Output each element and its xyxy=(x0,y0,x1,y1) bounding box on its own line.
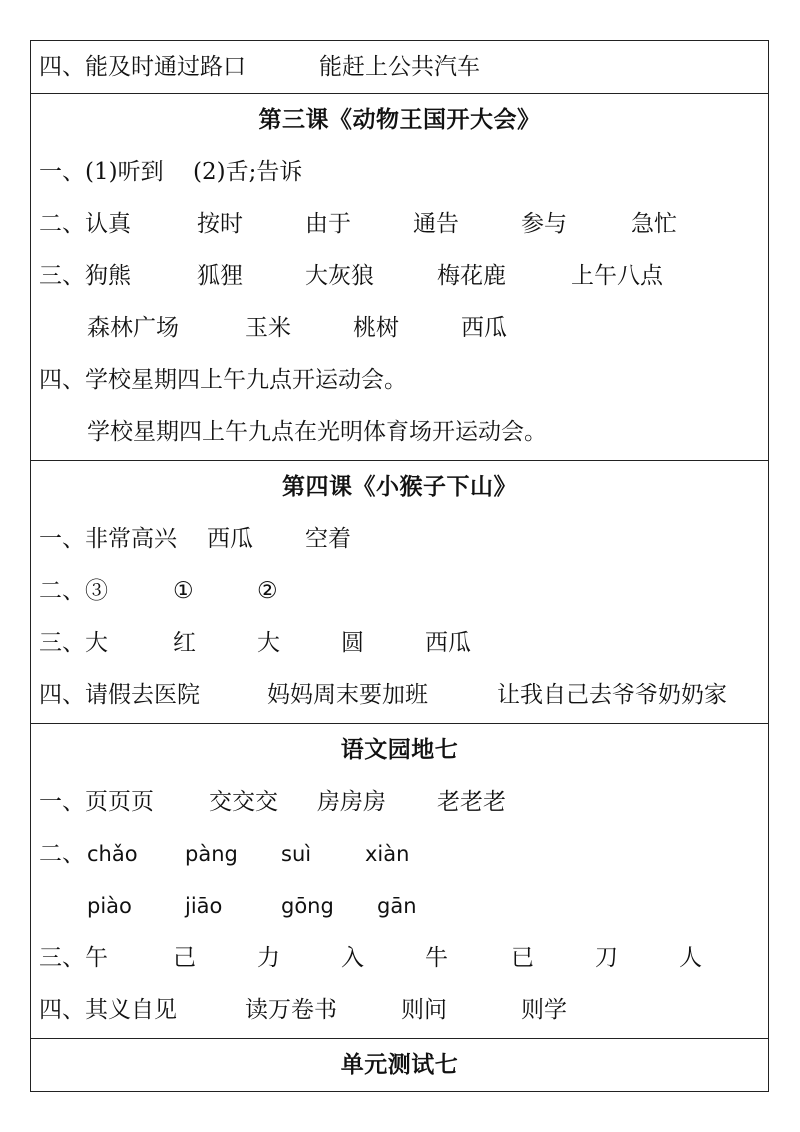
section-title: 第三课《动物王国开大会》 xyxy=(258,107,541,133)
answer-text: 学校星期四上午九点在光明体育场开运动会。 xyxy=(87,419,547,445)
answer-row xyxy=(31,302,768,354)
section-title: 单元测试七 xyxy=(340,1052,459,1078)
answer-text: 三、午 xyxy=(39,945,108,971)
pinyin-text: jiāo xyxy=(185,894,223,918)
answer-text: 西瓜 xyxy=(425,630,471,656)
answer-text: 力 xyxy=(257,945,280,971)
answer-row xyxy=(31,198,768,250)
answer-text: (2)舌;告诉 xyxy=(193,159,303,185)
answer-text: 刀 xyxy=(595,945,618,971)
answer-text: 房房房 xyxy=(317,789,386,815)
answer-text: 急忙 xyxy=(631,211,677,237)
answer-row xyxy=(31,776,768,828)
answer-text: 交交交 xyxy=(209,789,278,815)
section-title: 第四课《小猴子下山》 xyxy=(282,474,517,500)
answer-text: 老老老 xyxy=(437,789,506,815)
section-unit-test-7 xyxy=(31,1038,768,1091)
answer-text: 三、大 xyxy=(39,630,108,656)
pinyin-text: xiàn xyxy=(365,842,410,866)
answer-row xyxy=(31,984,768,1038)
answer-text: 森林广场 xyxy=(87,315,179,341)
answer-text: 大灰狼 xyxy=(305,263,374,289)
answer-text: 牛 xyxy=(425,945,448,971)
answer-text: 四、其义自见 xyxy=(39,997,177,1023)
section-title: 语文园地七 xyxy=(340,737,459,763)
pinyin-text: suì xyxy=(281,842,312,866)
answer-text: 大 xyxy=(257,630,280,656)
answer-row xyxy=(31,354,768,406)
section-lesson3 xyxy=(31,93,768,460)
answer-row xyxy=(31,669,768,723)
answer-text: 读万卷书 xyxy=(245,997,337,1023)
pinyin-text: chǎo xyxy=(87,842,138,866)
answer-text: 梅花鹿 xyxy=(437,263,506,289)
pinyin-text: pàng xyxy=(185,842,238,866)
answer-text: 三、狗熊 xyxy=(39,263,131,289)
answer-row xyxy=(31,41,768,93)
answer-text: 二、③ xyxy=(39,578,108,604)
answer-text: 西瓜 xyxy=(461,315,507,341)
answer-text: 西瓜 xyxy=(207,526,253,552)
answer-text: 二、认真 xyxy=(39,211,131,237)
answer-text: 圆 xyxy=(341,630,364,656)
answer-text: 按时 xyxy=(197,211,243,237)
answer-text: 桃树 xyxy=(353,315,399,341)
section-lesson2-tail xyxy=(31,41,768,93)
answer-text: 已 xyxy=(511,945,534,971)
answer-sheet xyxy=(30,40,769,1092)
answer-text: 玉米 xyxy=(245,315,291,341)
pinyin-text: gān xyxy=(377,894,417,918)
answer-text: 由于 xyxy=(305,211,351,237)
section-chinese-garden-7 xyxy=(31,723,768,1038)
answer-text: 参与 xyxy=(521,211,567,237)
pinyin-text: piào xyxy=(87,894,132,918)
answer-text: 则问 xyxy=(401,997,447,1023)
answer-text: 通告 xyxy=(413,211,459,237)
answer-row xyxy=(31,513,768,565)
answer-text: 上午八点 xyxy=(571,263,663,289)
answer-text: ① xyxy=(173,578,194,604)
answer-row xyxy=(31,250,768,302)
pinyin-text: gōng xyxy=(281,894,334,918)
answer-text: 一、非常高兴 xyxy=(39,526,177,552)
answer-text: ② xyxy=(257,578,278,604)
answer-text: 入 xyxy=(341,945,364,971)
answer-row xyxy=(31,617,768,669)
answer-text: 狐狸 xyxy=(197,263,243,289)
answer-row xyxy=(31,932,768,984)
answer-text: 四、能及时通过路口 xyxy=(39,54,246,80)
answer-text: 则学 xyxy=(521,997,567,1023)
answer-row xyxy=(31,880,768,932)
answer-text: 能赶上公共汽车 xyxy=(319,54,480,80)
answer-text: 一、页页页 xyxy=(39,789,154,815)
answer-text: 一、(1)听到 xyxy=(39,159,164,185)
answer-text: 空着 xyxy=(305,526,351,552)
answer-text: 四、学校星期四上午九点开运动会。 xyxy=(39,367,407,393)
answer-text: 二、 xyxy=(39,841,85,867)
answer-text: 让我自己去爷爷奶奶家 xyxy=(497,682,727,708)
answer-row xyxy=(31,828,768,880)
answer-text: 己 xyxy=(173,945,196,971)
answer-text: 人 xyxy=(679,945,702,971)
section-lesson4 xyxy=(31,460,768,723)
answer-text: 四、请假去医院 xyxy=(39,682,200,708)
answer-text: 红 xyxy=(173,630,196,656)
answer-row xyxy=(31,565,768,617)
answer-row xyxy=(31,406,768,460)
answer-text: 妈妈周末要加班 xyxy=(267,682,428,708)
answer-row xyxy=(31,146,768,198)
